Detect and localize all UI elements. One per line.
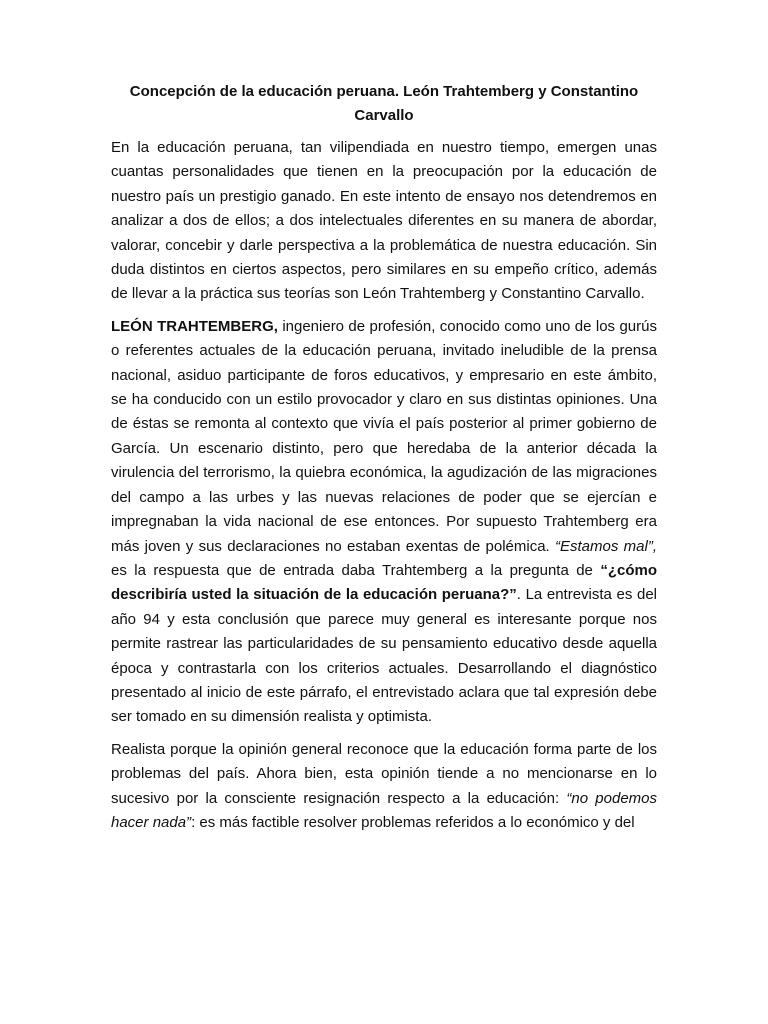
paragraph-text: ingeniero de profesión, conocido como uno de los gurús o referentes actuales de la educación peruana, invitado ineludible de la prensa nacional, asiduo participante de foros educativos, y empresario en este ámbito, se ha conducido con un estilo provocador y claro en sus distintas opiniones. Una de éstas se remonta al contexto que vivía el país posterior al primer gobierno de García. Un escenario distinto, pero que heredaba de la anterior década la virulencia del terrorismo, la quiebra económica, la agudización de las migraciones del campo a las urbes y las nuevas relaciones de poder que se ejercían e impregnaban la vida nacional de ese entonces. Por supuesto Trahtemberg era más joven y sus declaraciones no estaban exentas de polémica. [111, 317, 657, 555]
paragraph-realista [111, 738, 657, 836]
paragraph-trahtemberg [111, 315, 657, 730]
paragraph-text: Realista porque la opinión general reconoce que la educación forma parte de los problemas del país. Ahora bien, esta opinión tiende a no mencionarse en lo sucesivo por la consciente resignación respecto a la educación: [111, 740, 657, 807]
paragraph-intro: En la educación peruana, tan vilipendiada en nuestro tiempo, emergen unas cuantas personalidades que tienen en la preocupación por la educación de nuestro país un prestigio ganado. En este intento de ensayo nos detendremos en analizar a dos de ellos; a dos intelectuales diferentes en su manera de abordar, valorar, concebir y darle perspectiva a la problemática de nuestra educación. Sin duda distintos en ciertos aspectos, pero similares en su empeño crítico, además de llevar a la práctica sus teorías son León Trahtemberg y Constantino Carvallo. [111, 139, 657, 303]
interview-question: “¿cómo describiría usted la situación de la educación peruana?” [111, 561, 657, 604]
document-page [111, 80, 657, 843]
paragraph-text: es la respuesta que de entrada daba Trahtemberg a la pregunta de [111, 561, 601, 579]
paragraph-text: : es más factible resolver problemas referidos a lo económico y del [191, 813, 635, 831]
quote-estamos-mal: “Estamos mal”, [555, 537, 657, 555]
document-title: Concepción de la educación peruana. León Trahtemberg y Constantino Carvallo [129, 83, 639, 124]
trahtemberg-heading: LEÓN TRAHTEMBERG, [111, 317, 278, 335]
quote-no-podemos: “no podemos hacer nada” [111, 789, 657, 831]
paragraph-text: . La entrevista es del año 94 y esta conclusión que parece muy general es interesante porque nos permite rastrear las particularidades de su pensamiento educativo desde aquella época y contrastarla con los criterios actuales. Desarrollando el diagnóstico presentado al inicio de este párrafo, el entrevistado aclara que tal expresión debe ser tomado en su dimensión realista y optimista. [111, 586, 657, 726]
